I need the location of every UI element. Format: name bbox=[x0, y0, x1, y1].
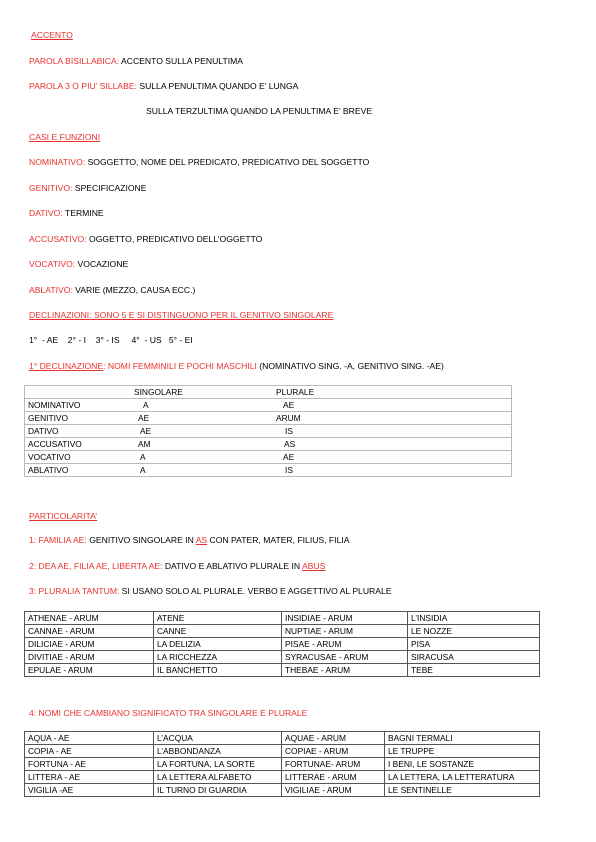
table-cell: LE SENTINELLE bbox=[385, 784, 540, 797]
table-cell: COPIA - AE bbox=[25, 745, 154, 758]
caso-label: VOCATIVO: bbox=[29, 259, 76, 269]
cambiano-table bbox=[24, 731, 540, 797]
caso-text: TERMINE bbox=[62, 208, 104, 218]
prima-label: 1° DECLINAZIONE bbox=[29, 361, 104, 371]
caso-label: ABLATIVO: bbox=[29, 285, 73, 295]
table-cell: ATENE bbox=[154, 612, 282, 625]
trisillaba-line bbox=[29, 81, 298, 92]
plural-cell: IS bbox=[262, 425, 512, 438]
caso-genitivo bbox=[29, 183, 146, 194]
particolarita-4-title: 4: NOMI CHE CAMBIANO SIGNIFICATO TRA SINGOLARE E PLURALE bbox=[29, 708, 308, 718]
caso-dativo bbox=[29, 208, 104, 219]
bisillabica-text: ACCENTO SULLA PENULTIMA bbox=[119, 56, 243, 66]
particolarita-2 bbox=[29, 561, 325, 572]
declinazioni-summary: 1° - AE 2° - I 3° - IS 4° - US 5° - EI bbox=[29, 335, 193, 345]
table-cell: L’ABBONDANZA bbox=[154, 745, 282, 758]
table-row bbox=[25, 664, 540, 677]
table-cell: VIGILIA -AE bbox=[25, 784, 154, 797]
case-cell: NOMINATIVO bbox=[25, 399, 127, 412]
table-row bbox=[25, 638, 540, 651]
table-row bbox=[25, 651, 540, 664]
table-cell: AQUAE - ARUM bbox=[282, 732, 385, 745]
case-cell: ACCUSATIVO bbox=[25, 438, 127, 451]
p1-text: GENITIVO SINGOLARE IN bbox=[86, 535, 196, 545]
table-row bbox=[25, 745, 540, 758]
table-header-row bbox=[25, 386, 512, 399]
plural-cell: AE bbox=[262, 451, 512, 464]
table-cell: L’ACQUA bbox=[154, 732, 282, 745]
caso-ablativo bbox=[29, 285, 195, 296]
table-row bbox=[25, 412, 512, 425]
casi-title: CASI E FUNZIONI bbox=[29, 132, 101, 142]
table-cell: AQUA - AE bbox=[25, 732, 154, 745]
table-cell: IL TURNO DI GUARDIA bbox=[154, 784, 282, 797]
header-cell bbox=[25, 386, 127, 399]
table-row bbox=[25, 758, 540, 771]
table-row bbox=[25, 425, 512, 438]
singular-cell: AE bbox=[126, 412, 262, 425]
prima-note: (NOMINATIVO SING. -A, GENITIVO SING. -AE) bbox=[256, 361, 444, 371]
table-row bbox=[25, 438, 512, 451]
bisillabica-label: PAROLA BISILLABICA: bbox=[29, 56, 120, 66]
table-cell: DILICIAE - ARUM bbox=[25, 638, 154, 651]
caso-text: SOGGETTO, NOME DEL PREDICATO, PREDICATIVO DEL SOGGETTO bbox=[85, 157, 370, 167]
singular-cell: A bbox=[126, 451, 262, 464]
accento-title: ACCENTO bbox=[31, 30, 73, 40]
table-cell: LITTERA - AE bbox=[25, 771, 154, 784]
table-cell: ATHENAE - ARUM bbox=[25, 612, 154, 625]
table-cell: IL BANCHETTO bbox=[154, 664, 282, 677]
case-cell: DATIVO bbox=[25, 425, 127, 438]
plural-cell: ARUM bbox=[262, 412, 512, 425]
particolarita-3 bbox=[29, 586, 392, 597]
table-cell: LE NOZZE bbox=[408, 625, 540, 638]
table-cell: THEBAE - ARUM bbox=[282, 664, 408, 677]
table-row bbox=[25, 612, 540, 625]
bisillabica-line bbox=[29, 56, 243, 67]
table-cell: EPULAE - ARUM bbox=[25, 664, 154, 677]
table-row bbox=[25, 771, 540, 784]
p3-label: 3: PLURALIA TANTUM: bbox=[29, 586, 120, 596]
table-cell: LITTERAE - ARUM bbox=[282, 771, 385, 784]
table-cell: SIRACUSA bbox=[408, 651, 540, 664]
caso-label: ACCUSATIVO: bbox=[29, 234, 87, 244]
table-row bbox=[25, 625, 540, 638]
p1-text-b: CON PATER, MATER, FILIUS, FILIA bbox=[207, 535, 350, 545]
trisillaba-text: SULLA PENULTIMA QUANDO E’ LUNGA bbox=[136, 81, 299, 91]
table-cell: FORTUNAE- ARUM bbox=[282, 758, 385, 771]
terzultima-line: SULLA TERZULTIMA QUANDO LA PENULTIMA E’ BREVE bbox=[146, 106, 373, 116]
caso-text: OGGETTO, PREDICATIVO DELL’OGGETTO bbox=[86, 234, 263, 244]
header-cell: SINGOLARE bbox=[126, 386, 262, 399]
singular-cell: AM bbox=[126, 438, 262, 451]
table-cell: LE TRUPPE bbox=[385, 745, 540, 758]
caso-nominativo bbox=[29, 157, 369, 168]
table-cell: LA RICCHEZZA bbox=[154, 651, 282, 664]
p2-text: DATIVO E ABLATIVO PLURALE IN bbox=[162, 561, 303, 571]
table-cell: INSIDIAE - ARUM bbox=[282, 612, 408, 625]
prima-declinazione-title bbox=[29, 361, 444, 372]
table-cell: LA LETTERA, LA LETTERATURA bbox=[385, 771, 540, 784]
table-cell: VIGILIAE - ARUM bbox=[282, 784, 385, 797]
plural-cell: IS bbox=[262, 464, 512, 477]
caso-vocativo bbox=[29, 259, 128, 270]
singular-cell: A bbox=[126, 399, 262, 412]
caso-label: DATIVO: bbox=[29, 208, 63, 218]
table-cell: LA FORTUNA, LA SORTE bbox=[154, 758, 282, 771]
table-cell: L’INSIDIA bbox=[408, 612, 540, 625]
case-cell: ABLATIVO bbox=[25, 464, 127, 477]
table-cell: FORTUNA - AE bbox=[25, 758, 154, 771]
caso-text: VOCAZIONE bbox=[75, 259, 129, 269]
table-cell: LA DELIZIA bbox=[154, 638, 282, 651]
table-cell: NUPTIAE - ARUM bbox=[282, 625, 408, 638]
p1-label: 1: FAMILIA AE: bbox=[29, 535, 87, 545]
table-cell: BAGNI TERMALI bbox=[385, 732, 540, 745]
case-cell: GENITIVO bbox=[25, 412, 127, 425]
caso-label: GENITIVO: bbox=[29, 183, 73, 193]
table-cell: LA LETTERA ALFABETO bbox=[154, 771, 282, 784]
prima-title-rest: : NOMI FEMMINILI E POCHI MASCHILI bbox=[103, 361, 257, 371]
singular-cell: AE bbox=[126, 425, 262, 438]
plural-cell: AS bbox=[262, 438, 512, 451]
table-cell: PISAE - ARUM bbox=[282, 638, 408, 651]
header-cell: PLURALE bbox=[262, 386, 512, 399]
declension-table bbox=[24, 385, 512, 477]
table-row bbox=[25, 399, 512, 412]
table-row bbox=[25, 451, 512, 464]
singular-cell: A bbox=[126, 464, 262, 477]
table-row bbox=[25, 464, 512, 477]
trisillaba-label: PAROLA 3 O PIU’ SILLABE: bbox=[29, 81, 137, 91]
table-cell: I BENI, LE SOSTANZE bbox=[385, 758, 540, 771]
plural-cell: AE bbox=[262, 399, 512, 412]
table-cell: PISA bbox=[408, 638, 540, 651]
p2-highlight: ABUS bbox=[302, 561, 326, 571]
caso-accusativo bbox=[29, 234, 262, 245]
caso-text: SPECIFICAZIONE bbox=[72, 183, 147, 193]
table-cell: CANNAE - ARUM bbox=[25, 625, 154, 638]
particolarita-1 bbox=[29, 535, 349, 546]
case-cell: VOCATIVO bbox=[25, 451, 127, 464]
table-row bbox=[25, 732, 540, 745]
p1-highlight: AS bbox=[195, 535, 208, 545]
table-cell: TEBE bbox=[408, 664, 540, 677]
p3-text: SI USANO SOLO AL PLURALE. VERBO E AGGETTIVO AL PLURALE bbox=[119, 586, 392, 596]
pluralia-table bbox=[24, 611, 540, 677]
p2-label: 2: DEA AE, FILIA AE, LIBERTA AE: bbox=[29, 561, 163, 571]
table-cell: CANNE bbox=[154, 625, 282, 638]
table-cell: COPIAE - ARUM bbox=[282, 745, 385, 758]
table-cell: SYRACUSAE - ARUM bbox=[282, 651, 408, 664]
caso-label: NOMINATIVO: bbox=[29, 157, 86, 167]
table-cell: DIVITIAE - ARUM bbox=[25, 651, 154, 664]
particolarita-title: PARTICOLARITA’ bbox=[29, 511, 98, 521]
caso-text: VARIE (MEZZO, CAUSA ECC.) bbox=[72, 285, 196, 295]
declinazioni-title: DECLINAZIONI: SONO 5 E SI DISTINGUONO PER IL GENITIVO SINGOLARE bbox=[29, 310, 334, 320]
table-row bbox=[25, 784, 540, 797]
